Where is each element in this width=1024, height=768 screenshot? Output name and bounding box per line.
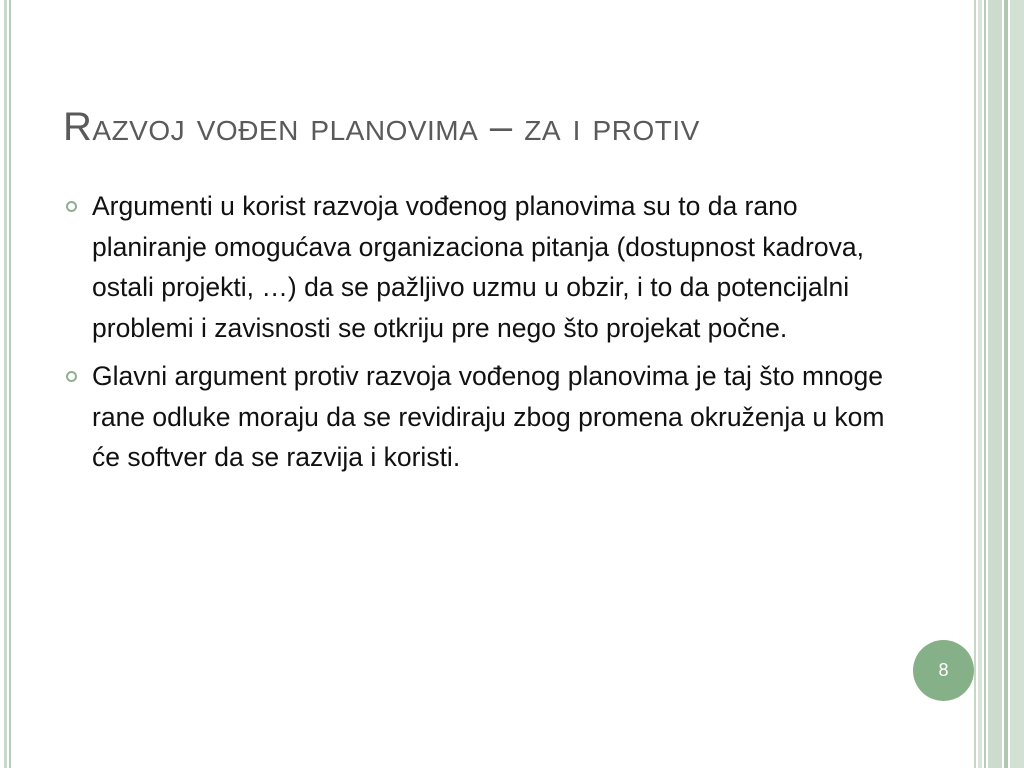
bullet-text: Argumenti u korist razvoja vođenog planovima su to da rano planiranje omogućava organizaciona pitanja (dostupnost kadrova, ostali projekti, …) da se pažljivo uzmu u obzir, i to da potencijalni problemi i zavisnosti se otkriju pre nego što projekat počne.	[92, 191, 864, 343]
stripe-line	[9, 0, 11, 768]
page-number: 8	[938, 660, 949, 680]
page-number-badge	[913, 640, 974, 701]
stripe-line	[1004, 0, 1008, 768]
bullet-list	[63, 186, 893, 486]
bullet-text: Glavni argument protiv razvoja vođenog planovima je taj što mnoge rane odluke moraju da se revidiraju zbog promena okruženja u kom će softver da se razvija i koristi.	[92, 361, 885, 472]
right-decorative-stripes	[974, 0, 1024, 768]
stripe-line	[984, 0, 986, 768]
bullet-circle-icon	[66, 371, 77, 382]
bullet-circle-icon	[66, 201, 77, 212]
stripe-line	[4, 0, 7, 768]
stripe-line	[978, 0, 982, 768]
stripe-line	[1010, 0, 1024, 768]
bullet-item	[63, 186, 893, 348]
slide-title: Razvoj vođen planovima – za i protiv	[63, 105, 700, 149]
left-decorative-stripe	[0, 0, 12, 768]
stripe-line	[974, 0, 976, 768]
stripe-line	[988, 0, 1002, 768]
bullet-item	[63, 356, 893, 478]
